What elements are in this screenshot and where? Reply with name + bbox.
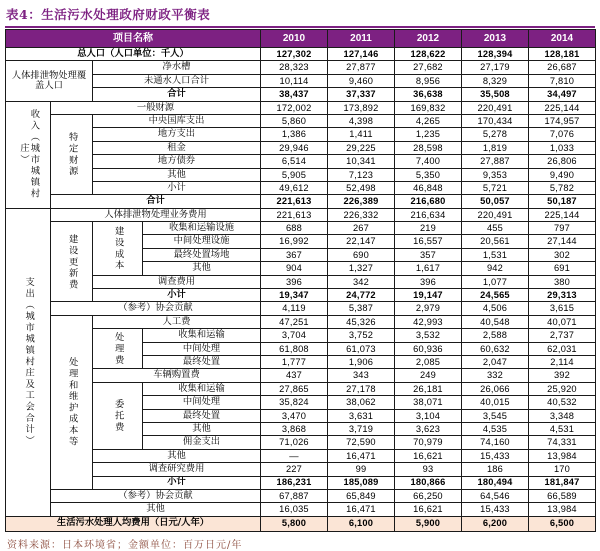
cell-value: 61,808 — [261, 342, 328, 355]
cell-value: 38,071 — [395, 396, 462, 409]
table-row — [6, 155, 596, 168]
cell-value: 691 — [529, 262, 596, 275]
cell-value: 93 — [395, 463, 462, 476]
cell-value: 302 — [529, 248, 596, 261]
cell-value: 6,200 — [462, 516, 529, 531]
row-label: 合计 — [93, 88, 261, 101]
cell-value: 16,471 — [328, 503, 395, 516]
row-label: 一般财源 — [51, 101, 261, 114]
cell-value: 22,147 — [328, 235, 395, 248]
table-row — [6, 382, 596, 395]
cell-value: 19,147 — [395, 289, 462, 302]
cell-value: 216,634 — [395, 208, 462, 221]
cell-value: 367 — [261, 248, 328, 261]
cell-value: 3,348 — [529, 409, 596, 422]
row-label: （参考）协会贡献 — [51, 489, 261, 502]
header-year-2012: 2012 — [395, 30, 462, 48]
cell-value: 26,806 — [529, 155, 596, 168]
cell-value: 455 — [462, 222, 529, 235]
cell-value: 2,085 — [395, 355, 462, 368]
header-year-2010: 2010 — [261, 30, 328, 48]
cell-value: 4,398 — [328, 114, 395, 127]
cell-value: 7,076 — [529, 128, 596, 141]
cell-value: 35,824 — [261, 396, 328, 409]
cell-value: 1,077 — [462, 275, 529, 288]
cell-value: 26,181 — [395, 382, 462, 395]
cell-value: 19,347 — [261, 289, 328, 302]
cell-value: 690 — [328, 248, 395, 261]
cell-value: 437 — [261, 369, 328, 382]
row-label: 未通水人口合计 — [93, 74, 261, 87]
table-row — [6, 463, 596, 476]
row-label: 地方债券 — [93, 155, 261, 168]
cell-value: 186 — [462, 463, 529, 476]
cell-value: 1,033 — [529, 141, 596, 154]
source-note: 资料来源：日本环境省；金额单位：百万日元/年 — [7, 539, 243, 551]
table-row — [6, 61, 596, 74]
group-label-income: 收入（城市城镇村庄） — [6, 101, 51, 208]
row-label: 地方支出 — [93, 128, 261, 141]
row-label: 合计 — [51, 195, 261, 208]
row-label: （参考）协会贡献 — [51, 302, 261, 315]
row-label: 人体排泄物处理业务费用 — [51, 208, 261, 221]
row-label: 其他 — [143, 422, 261, 435]
row-label: 其他 — [93, 449, 261, 462]
cell-value: 61,073 — [328, 342, 395, 355]
table-row — [6, 315, 596, 328]
cell-value: 29,225 — [328, 141, 395, 154]
cell-value: 2,047 — [462, 355, 529, 368]
cell-value: 66,589 — [529, 489, 596, 502]
cell-value: 5,350 — [395, 168, 462, 181]
row-label: 小计 — [93, 476, 261, 489]
row-label: 其他 — [93, 168, 261, 181]
cell-value: 8,956 — [395, 74, 462, 87]
table-row — [6, 329, 596, 342]
table-row — [6, 195, 596, 208]
cell-value: 20,561 — [462, 235, 529, 248]
cell-value: 5,387 — [328, 302, 395, 315]
table-row — [6, 88, 596, 101]
cell-value: 24,772 — [328, 289, 395, 302]
cell-value: 16,992 — [261, 235, 328, 248]
table-title: 表4：生活污水处理政府财政平衡表 — [6, 7, 211, 22]
cell-value: 173,892 — [328, 101, 395, 114]
table-row — [6, 489, 596, 502]
cell-value: 10,341 — [328, 155, 395, 168]
cell-value: 62,031 — [529, 342, 596, 355]
cell-value: 74,331 — [529, 436, 596, 449]
cell-value: 15,433 — [462, 503, 529, 516]
cell-value: 16,557 — [395, 235, 462, 248]
group-label-treat-maintain: 处理和维护成本等 — [51, 315, 93, 489]
table-row — [6, 48, 596, 61]
group-label-special-finance: 特定财源 — [51, 114, 93, 194]
cell-value: 4,531 — [529, 422, 596, 435]
cell-value: 1,819 — [462, 141, 529, 154]
cell-value: 26,066 — [462, 382, 529, 395]
cell-value: 28,598 — [395, 141, 462, 154]
cell-value: 4,265 — [395, 114, 462, 127]
table-row — [6, 114, 596, 127]
cell-value: 219 — [395, 222, 462, 235]
cell-value: 27,877 — [328, 61, 395, 74]
cell-value: 185,089 — [328, 476, 395, 489]
cell-value: 74,160 — [462, 436, 529, 449]
row-label: 调查费用 — [93, 275, 261, 288]
row-label: 中间处理 — [143, 396, 261, 409]
cell-value: 220,491 — [462, 101, 529, 114]
table-row — [6, 128, 596, 141]
cell-value: 225,144 — [529, 101, 596, 114]
cell-value: 70,979 — [395, 436, 462, 449]
cell-value: — — [261, 449, 328, 462]
cell-value: 396 — [261, 275, 328, 288]
cell-value: 128,622 — [395, 48, 462, 61]
cell-value: 1,327 — [328, 262, 395, 275]
cell-value: 60,936 — [395, 342, 462, 355]
cell-value: 226,332 — [328, 208, 395, 221]
row-label: 收集和运输设施 — [143, 222, 261, 235]
cell-value: 2,588 — [462, 329, 529, 342]
cell-value: 3,532 — [395, 329, 462, 342]
cell-value: 7,810 — [529, 74, 596, 87]
cell-value: 7,400 — [395, 155, 462, 168]
cell-value: 221,613 — [261, 195, 328, 208]
cell-value: 16,621 — [395, 503, 462, 516]
table-row-per-capita-cost — [6, 516, 596, 531]
cell-value: 1,411 — [328, 128, 395, 141]
cell-value: 47,251 — [261, 315, 328, 328]
cell-value: 40,548 — [462, 315, 529, 328]
cell-value: 60,632 — [462, 342, 529, 355]
cell-value: 904 — [261, 262, 328, 275]
cell-value: 52,498 — [328, 181, 395, 194]
cell-value: 66,250 — [395, 489, 462, 502]
row-label: 租金 — [93, 141, 261, 154]
cell-value: 27,887 — [462, 155, 529, 168]
cell-value: 225,144 — [529, 208, 596, 221]
cell-value: 174,957 — [529, 114, 596, 127]
cell-value: 25,920 — [529, 382, 596, 395]
cell-value: 3,104 — [395, 409, 462, 422]
cell-value: 1,617 — [395, 262, 462, 275]
cell-value: 28,323 — [261, 61, 328, 74]
cell-value: 13,984 — [529, 449, 596, 462]
row-label: 车辆购置费 — [93, 369, 261, 382]
row-label: 中间处理设施 — [143, 235, 261, 248]
cell-value: 4,535 — [462, 422, 529, 435]
cell-value: 396 — [395, 275, 462, 288]
cell-value: 332 — [462, 369, 529, 382]
cell-value: 27,865 — [261, 382, 328, 395]
row-label: 最终处置 — [143, 409, 261, 422]
header-year-2011: 2011 — [328, 30, 395, 48]
cell-value: 186,231 — [261, 476, 328, 489]
header-year-2013: 2013 — [462, 30, 529, 48]
cell-value: 29,946 — [261, 141, 328, 154]
cell-value: 50,187 — [529, 195, 596, 208]
group-label-treat-fee: 处理费 — [93, 329, 143, 369]
cell-value: 27,178 — [328, 382, 395, 395]
cell-value: 380 — [529, 275, 596, 288]
cell-value: 67,887 — [261, 489, 328, 502]
cell-value: 64,546 — [462, 489, 529, 502]
cell-value: 71,026 — [261, 436, 328, 449]
cell-value: 3,868 — [261, 422, 328, 435]
cell-value: 3,545 — [462, 409, 529, 422]
cell-value: 1,531 — [462, 248, 529, 261]
cell-value: 36,638 — [395, 88, 462, 101]
cell-value: 127,302 — [261, 48, 328, 61]
cell-value: 29,313 — [529, 289, 596, 302]
cell-value: 3,470 — [261, 409, 328, 422]
cell-value: 26,687 — [529, 61, 596, 74]
table-row — [6, 74, 596, 87]
cell-value: 2,114 — [529, 355, 596, 368]
row-label: 净水槽 — [93, 61, 261, 74]
cell-value: 4,119 — [261, 302, 328, 315]
cell-value: 5,860 — [261, 114, 328, 127]
cell-value: 3,719 — [328, 422, 395, 435]
row-label: 总人口（人口单位：千人） — [6, 48, 261, 61]
cell-value: 181,847 — [529, 476, 596, 489]
cell-value: 3,631 — [328, 409, 395, 422]
cell-value: 37,337 — [328, 88, 395, 101]
cell-value: 180,866 — [395, 476, 462, 489]
cell-value: 1,906 — [328, 355, 395, 368]
cell-value: 127,146 — [328, 48, 395, 61]
fiscal-balance-table — [5, 29, 596, 532]
cell-value: 42,993 — [395, 315, 462, 328]
cell-value: 170,434 — [462, 114, 529, 127]
row-label: 中间处理 — [143, 342, 261, 355]
cell-value: 249 — [395, 369, 462, 382]
cell-value: 27,144 — [529, 235, 596, 248]
row-label: 其他 — [51, 503, 261, 516]
cell-value: 5,905 — [261, 168, 328, 181]
cell-value: 226,389 — [328, 195, 395, 208]
cell-value: 7,123 — [328, 168, 395, 181]
cell-value: 2,979 — [395, 302, 462, 315]
row-label: 最终处置 — [143, 355, 261, 368]
cell-value: 169,832 — [395, 101, 462, 114]
row-label: 小计 — [93, 289, 261, 302]
cell-value: 4,506 — [462, 302, 529, 315]
cell-value: 35,508 — [462, 88, 529, 101]
cell-value: 6,514 — [261, 155, 328, 168]
group-label-population: 人体排泄物处理覆盖人口 — [6, 61, 93, 101]
cell-value: 38,062 — [328, 396, 395, 409]
row-label: 生活污水处理人均费用（日元/人年） — [6, 516, 261, 531]
cell-value: 216,680 — [395, 195, 462, 208]
table-row — [6, 369, 596, 382]
cell-value: 46,848 — [395, 181, 462, 194]
cell-value: 65,849 — [328, 489, 395, 502]
cell-value: 128,181 — [529, 48, 596, 61]
cell-value: 40,015 — [462, 396, 529, 409]
cell-value: 3,704 — [261, 329, 328, 342]
table-row — [6, 168, 596, 181]
cell-value: 49,612 — [261, 181, 328, 194]
header-row — [6, 30, 596, 48]
cell-value: 72,590 — [328, 436, 395, 449]
cell-value: 24,565 — [462, 289, 529, 302]
cell-value: 392 — [529, 369, 596, 382]
cell-value: 6,500 — [529, 516, 596, 531]
group-label-consign-fee: 委托费 — [93, 382, 143, 449]
cell-value: 1,777 — [261, 355, 328, 368]
row-label: 小计 — [93, 181, 261, 194]
cell-value: 343 — [328, 369, 395, 382]
row-label: 其他 — [143, 262, 261, 275]
cell-value: 45,326 — [328, 315, 395, 328]
cell-value: 15,433 — [462, 449, 529, 462]
cell-value: 797 — [529, 222, 596, 235]
cell-value: 9,490 — [529, 168, 596, 181]
cell-value: 342 — [328, 275, 395, 288]
table-row — [6, 222, 596, 235]
cell-value: 50,057 — [462, 195, 529, 208]
cell-value: 6,100 — [328, 516, 395, 531]
cell-value: 99 — [328, 463, 395, 476]
cell-value: 13,984 — [529, 503, 596, 516]
cell-value: 220,491 — [462, 208, 529, 221]
cell-value: 16,035 — [261, 503, 328, 516]
cell-value: 357 — [395, 248, 462, 261]
table-row — [6, 181, 596, 194]
cell-value: 5,278 — [462, 128, 529, 141]
table-row — [6, 302, 596, 315]
cell-value: 3,752 — [328, 329, 395, 342]
cell-value: 267 — [328, 222, 395, 235]
table-row — [6, 275, 596, 288]
group-label-build-renew: 建设更新费 — [51, 222, 93, 302]
row-label: 收集和运输 — [143, 329, 261, 342]
cell-value: 40,071 — [529, 315, 596, 328]
cell-value: 40,532 — [529, 396, 596, 409]
table-row — [6, 449, 596, 462]
table-row — [6, 289, 596, 302]
cell-value: 942 — [462, 262, 529, 275]
header-item-name: 项目名称 — [6, 30, 261, 48]
cell-value: 221,613 — [261, 208, 328, 221]
table-row — [6, 141, 596, 154]
header-year-2014: 2014 — [529, 30, 596, 48]
cell-value: 5,721 — [462, 181, 529, 194]
cell-value: 170 — [529, 463, 596, 476]
cell-value: 3,623 — [395, 422, 462, 435]
row-label: 调查研究费用 — [93, 463, 261, 476]
table-row — [6, 476, 596, 489]
group-label-expense: 支出（城市城镇村庄及工会合计） — [6, 208, 51, 516]
cell-value: 3,615 — [529, 302, 596, 315]
cell-value: 16,471 — [328, 449, 395, 462]
group-label-build-cost: 建设成本 — [93, 222, 143, 276]
row-label: 中央国库支出 — [93, 114, 261, 127]
cell-value: 688 — [261, 222, 328, 235]
cell-value: 34,497 — [529, 88, 596, 101]
table-row — [6, 503, 596, 516]
cell-value: 27,179 — [462, 61, 529, 74]
cell-value: 1,386 — [261, 128, 328, 141]
cell-value: 10,114 — [261, 74, 328, 87]
cell-value: 180,494 — [462, 476, 529, 489]
table-row — [6, 208, 596, 221]
cell-value: 38,437 — [261, 88, 328, 101]
row-label: 收集和运输 — [143, 382, 261, 395]
cell-value: 2,737 — [529, 329, 596, 342]
row-label: 人工费 — [93, 315, 261, 328]
cell-value: 1,235 — [395, 128, 462, 141]
cell-value: 5,782 — [529, 181, 596, 194]
cell-value: 9,460 — [328, 74, 395, 87]
cell-value: 5,800 — [261, 516, 328, 531]
cell-value: 16,621 — [395, 449, 462, 462]
row-label: 最终处置场地 — [143, 248, 261, 261]
cell-value: 5,900 — [395, 516, 462, 531]
cell-value: 27,682 — [395, 61, 462, 74]
cell-value: 227 — [261, 463, 328, 476]
cell-value: 128,394 — [462, 48, 529, 61]
cell-value: 172,002 — [261, 101, 328, 114]
cell-value: 8,329 — [462, 74, 529, 87]
row-label: 佣金支出 — [143, 436, 261, 449]
cell-value: 9,353 — [462, 168, 529, 181]
table-title-bar — [5, 3, 595, 28]
table-row — [6, 101, 596, 114]
